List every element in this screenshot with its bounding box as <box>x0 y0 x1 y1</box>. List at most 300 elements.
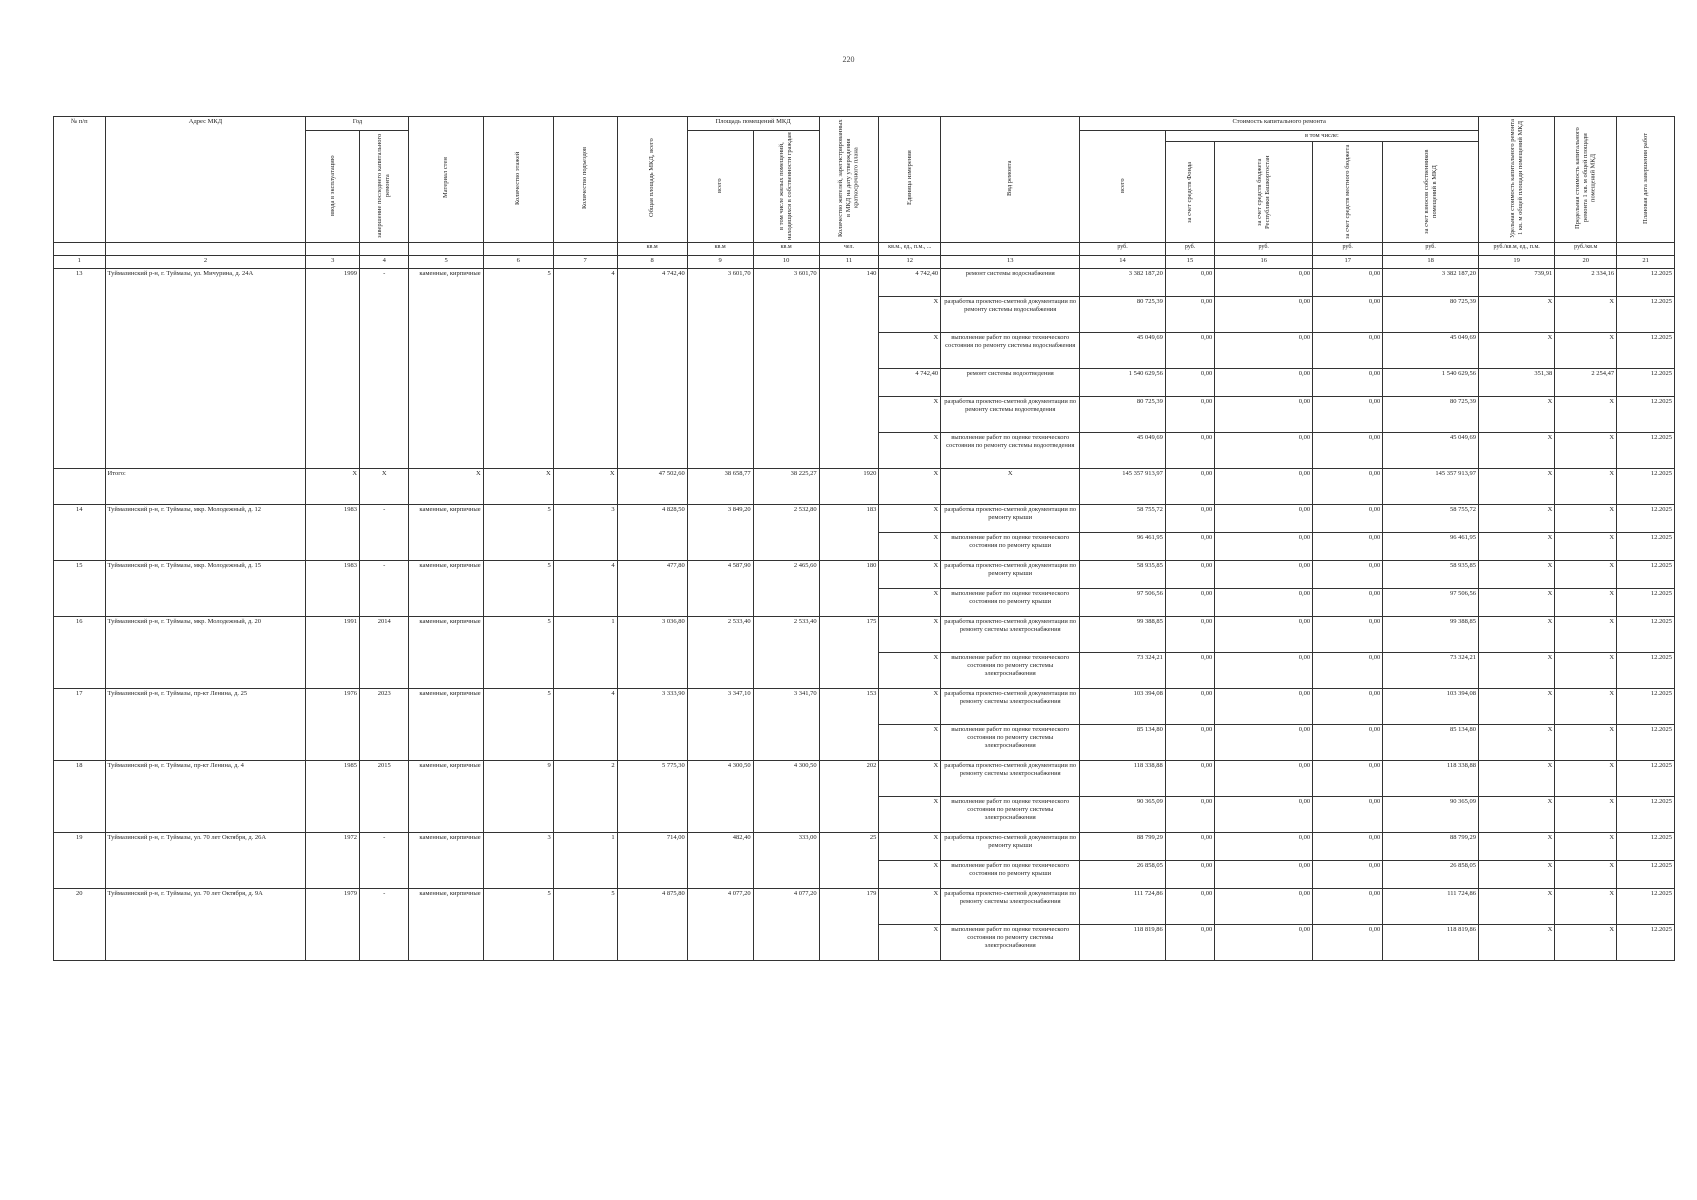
cost-owners-cell: 90 365,09 <box>1383 797 1479 833</box>
limit-cost-cell: X <box>1555 797 1617 833</box>
unit-value-cell: X <box>879 861 941 889</box>
floors-cell: 5 <box>483 689 553 761</box>
entrances-cell: 2 <box>553 761 617 833</box>
cost-total-cell: 58 755,72 <box>1080 505 1166 533</box>
cost-rb-cell: 0,00 <box>1215 725 1313 761</box>
deadline-cell: 12.2025 <box>1617 397 1675 433</box>
total-area-cell: 3 036,80 <box>617 617 687 689</box>
table-row <box>54 505 1675 533</box>
cost-owners-cell: 58 755,72 <box>1383 505 1479 533</box>
col-residents-header <box>819 117 879 243</box>
limit-cost-cell: X <box>1555 469 1617 505</box>
floors-cell: X <box>483 469 553 505</box>
work-type-cell: выполнение работ по оценке технического состояния по ремонту системы электроснабжения <box>941 653 1080 689</box>
unit-cell <box>105 243 306 256</box>
col-entrances-header <box>553 117 617 243</box>
cost-rb-cell: 0,00 <box>1215 617 1313 653</box>
cost-owners-cell: 45 049,69 <box>1383 433 1479 469</box>
unit-value-cell: X <box>879 689 941 725</box>
deadline-cell: 12.2025 <box>1617 617 1675 653</box>
entrances-cell: 4 <box>553 561 617 617</box>
cost-rb-cell: 0,00 <box>1215 925 1313 961</box>
cost-total-cell: 45 049,69 <box>1080 433 1166 469</box>
unit-value-cell: X <box>879 469 941 505</box>
total-area-cell: 4 742,40 <box>617 269 687 469</box>
unit-cell: руб. <box>1383 243 1479 256</box>
area-all-cell: 482,40 <box>687 833 753 889</box>
cost-local-cell: 0,00 <box>1313 589 1383 617</box>
address-cell: Туймазинский р-н, г. Туймазы, мкр. Молодежный, д. 20 <box>105 617 306 689</box>
area-all-cell: 3 601,70 <box>687 269 753 469</box>
table-row <box>54 833 1675 861</box>
cost-fund-cell: 0,00 <box>1165 469 1214 505</box>
area-all-cell: 2 533,40 <box>687 617 753 689</box>
cost-owners-cell: 3 382 187,20 <box>1383 269 1479 297</box>
cost-rb-cell: 0,00 <box>1215 505 1313 533</box>
cost-fund-cell: 0,00 <box>1165 333 1214 369</box>
cost-rb-cell: 0,00 <box>1215 533 1313 561</box>
wall-material-cell: каменные, кирпичные <box>409 269 483 469</box>
work-type-cell: разработка проектно-сметной документации по ремонту системы электроснабжения <box>941 889 1080 925</box>
entrances-cell: 4 <box>553 269 617 469</box>
cost-local-cell: 0,00 <box>1313 561 1383 589</box>
work-type-cell: выполнение работ по оценке технического состояния по ремонту крыши <box>941 533 1080 561</box>
cost-local-cell: 0,00 <box>1313 297 1383 333</box>
unit-cost-cell: X <box>1479 833 1555 861</box>
unit-cost-cell: X <box>1479 725 1555 761</box>
unit-cost-cell: 739,91 <box>1479 269 1555 297</box>
units-row <box>54 243 1675 256</box>
table-row <box>54 761 1675 797</box>
unit-value-cell: 4 742,40 <box>879 269 941 297</box>
cost-rb-cell: 0,00 <box>1215 833 1313 861</box>
cost-local-cell: 0,00 <box>1313 861 1383 889</box>
limit-cost-cell: X <box>1555 861 1617 889</box>
cost-fund-cell: 0,00 <box>1165 725 1214 761</box>
unit-value-cell: X <box>879 833 941 861</box>
unit-value-cell: X <box>879 797 941 833</box>
area-owned-cell: 3 601,70 <box>753 269 819 469</box>
floors-cell: 5 <box>483 889 553 961</box>
col-area-owned-header <box>753 131 819 243</box>
cost-rb-cell: 0,00 <box>1215 333 1313 369</box>
cost-owners-cell: 99 388,85 <box>1383 617 1479 653</box>
row-number-cell: 17 <box>54 689 106 761</box>
cost-local-cell: 0,00 <box>1313 653 1383 689</box>
work-type-cell: выполнение работ по оценке технического состояния по ремонту системы водоотведения <box>941 433 1080 469</box>
page-number: 220 <box>842 55 855 64</box>
residents-cell: 202 <box>819 761 879 833</box>
deadline-cell: 12.2025 <box>1617 533 1675 561</box>
column-number-cell: 6 <box>483 256 553 269</box>
limit-cost-cell: X <box>1555 561 1617 589</box>
cost-rb-cell: 0,00 <box>1215 469 1313 505</box>
cost-local-cell: 0,00 <box>1313 925 1383 961</box>
work-type-cell: выполнение работ по оценке технического состояния по ремонту системы электроснабжения <box>941 925 1080 961</box>
col-unit-label: Единица измерения <box>905 150 913 206</box>
unit-cost-cell: X <box>1479 617 1555 653</box>
cost-rb-cell: 0,00 <box>1215 589 1313 617</box>
entrances-cell: 3 <box>553 505 617 561</box>
column-number-cell: 16 <box>1215 256 1313 269</box>
cost-fund-cell: 0,00 <box>1165 797 1214 833</box>
cost-rb-cell: 0,00 <box>1215 653 1313 689</box>
unit-cost-cell: X <box>1479 797 1555 833</box>
col-walls-header <box>409 117 483 243</box>
cost-fund-cell: 0,00 <box>1165 925 1214 961</box>
unit-cost-cell: X <box>1479 397 1555 433</box>
residents-cell: 180 <box>819 561 879 617</box>
cost-group-header: Стоимость капитального ремонта <box>1080 117 1479 131</box>
cost-total-cell: 58 935,85 <box>1080 561 1166 589</box>
column-number-cell: 4 <box>360 256 409 269</box>
address-cell: Туймазинский р-н, г. Туймазы, ул. Мичурина, д. 24А <box>105 269 306 469</box>
unit-cell <box>553 243 617 256</box>
commission-year-cell: X <box>306 469 360 505</box>
col-cost-all-header <box>1080 131 1166 243</box>
cost-local-cell: 0,00 <box>1313 617 1383 653</box>
cost-fund-cell: 0,00 <box>1165 505 1214 533</box>
table-row <box>54 617 1675 653</box>
work-type-cell: разработка проектно-сметной документации по ремонту крыши <box>941 505 1080 533</box>
unit-cell: чел. <box>819 243 879 256</box>
row-number-cell: 15 <box>54 561 106 617</box>
unit-value-cell: X <box>879 589 941 617</box>
cost-total-cell: 97 506,56 <box>1080 589 1166 617</box>
col-total-area-header <box>617 117 687 243</box>
unit-value-cell: X <box>879 533 941 561</box>
area-owned-cell: 4 077,20 <box>753 889 819 961</box>
unit-cell <box>360 243 409 256</box>
unit-cell: кв.м., ед., п.м., ... <box>879 243 941 256</box>
unit-value-cell: X <box>879 761 941 797</box>
area-owned-cell: 38 225,27 <box>753 469 819 505</box>
deadline-cell: 12.2025 <box>1617 433 1675 469</box>
deadline-cell: 12.2025 <box>1617 725 1675 761</box>
work-type-cell: выполнение работ по оценке технического состояния по ремонту крыши <box>941 861 1080 889</box>
col-residents-label: Количество жителей, зарегистрированных в МКД на дату утверждения краткосрочного плана <box>837 119 860 237</box>
unit-value-cell: X <box>879 297 941 333</box>
deadline-cell: 12.2025 <box>1617 833 1675 861</box>
unit-value-cell: X <box>879 397 941 433</box>
limit-cost-cell: X <box>1555 653 1617 689</box>
col-local-label: за счет средств местного бюджета <box>1343 144 1351 240</box>
commission-year-cell: 1979 <box>306 889 360 961</box>
column-number-cell: 1 <box>54 256 106 269</box>
entrances-cell: X <box>553 469 617 505</box>
cost-total-cell: 145 357 913,97 <box>1080 469 1166 505</box>
cost-rb-cell: 0,00 <box>1215 861 1313 889</box>
commission-year-cell: 1972 <box>306 833 360 889</box>
unit-value-cell: X <box>879 333 941 369</box>
unit-cost-cell: X <box>1479 761 1555 797</box>
cost-owners-cell: 73 324,21 <box>1383 653 1479 689</box>
cost-owners-cell: 118 338,88 <box>1383 761 1479 797</box>
cost-owners-cell: 80 725,39 <box>1383 397 1479 433</box>
col-last-repair-label: завершение последнего капитального ремонта <box>376 133 392 239</box>
deadline-cell: 12.2025 <box>1617 761 1675 797</box>
cost-fund-cell: 0,00 <box>1165 833 1214 861</box>
cost-owners-cell: 88 799,29 <box>1383 833 1479 861</box>
wall-material-cell: X <box>409 469 483 505</box>
work-type-cell: ремонт системы водоснабжения <box>941 269 1080 297</box>
cost-owners-cell: 45 049,69 <box>1383 333 1479 369</box>
entrances-cell: 5 <box>553 889 617 961</box>
col-floors-label: Количество этажей <box>514 151 522 205</box>
col-last-repair-header <box>360 131 409 243</box>
incl-group-header: в том числе: <box>1165 131 1478 142</box>
address-cell: Туймазинский р-н, г. Туймазы, пр-кт Ленина, д. 25 <box>105 689 306 761</box>
unit-cost-cell: X <box>1479 297 1555 333</box>
limit-cost-cell: X <box>1555 617 1617 653</box>
cost-total-cell: 26 858,05 <box>1080 861 1166 889</box>
area-group-header: Площадь помещений МКД <box>687 117 819 131</box>
area-all-cell: 4 300,50 <box>687 761 753 833</box>
cost-local-cell: 0,00 <box>1313 533 1383 561</box>
cost-total-cell: 1 540 629,56 <box>1080 369 1166 397</box>
work-type-cell: разработка проектно-сметной документации по ремонту системы водоснабжения <box>941 297 1080 333</box>
total-area-cell: 4 828,50 <box>617 505 687 561</box>
work-type-cell: разработка проектно-сметной документации по ремонту системы водоотведения <box>941 397 1080 433</box>
total-area-cell: 47 502,60 <box>617 469 687 505</box>
area-all-cell: 38 658,77 <box>687 469 753 505</box>
unit-value-cell: X <box>879 617 941 653</box>
cost-rb-cell: 0,00 <box>1215 269 1313 297</box>
unit-value-cell: X <box>879 925 941 961</box>
deadline-cell: 12.2025 <box>1617 369 1675 397</box>
col-total-area-label: Общая площадь МКД, всего <box>648 138 656 218</box>
unit-cost-cell: X <box>1479 925 1555 961</box>
address-cell: Туймазинский р-н, г. Туймазы, ул. 70 лет Октября, д. 26А <box>105 833 306 889</box>
limit-cost-cell: 2 334,16 <box>1555 269 1617 297</box>
last-repair-year-cell: - <box>360 505 409 561</box>
table-row <box>54 269 1675 297</box>
cost-local-cell: 0,00 <box>1313 689 1383 725</box>
col-commission-label: ввода в эксплуатацию <box>328 155 336 217</box>
floors-cell: 5 <box>483 269 553 469</box>
address-cell: Туймазинский р-н, г. Туймазы, мкр. Молодежный, д. 15 <box>105 561 306 617</box>
commission-year-cell: 1976 <box>306 689 360 761</box>
total-area-cell: 3 333,90 <box>617 689 687 761</box>
work-type-cell: разработка проектно-сметной документации по ремонту системы электроснабжения <box>941 761 1080 797</box>
area-owned-cell: 2 533,40 <box>753 617 819 689</box>
cost-fund-cell: 0,00 <box>1165 653 1214 689</box>
column-number-cell: 14 <box>1080 256 1166 269</box>
cost-owners-cell: 26 858,05 <box>1383 861 1479 889</box>
work-type-cell: выполнение работ по оценке технического состояния по ремонту системы электроснабжения <box>941 725 1080 761</box>
col-unit-cost-header <box>1479 117 1555 243</box>
unit-cell: руб. <box>1165 243 1214 256</box>
limit-cost-cell: X <box>1555 833 1617 861</box>
unit-value-cell: X <box>879 889 941 925</box>
area-owned-cell: 3 341,70 <box>753 689 819 761</box>
last-repair-year-cell: 2014 <box>360 617 409 689</box>
row-number-cell: 16 <box>54 617 106 689</box>
cost-local-cell: 0,00 <box>1313 797 1383 833</box>
cost-fund-cell: 0,00 <box>1165 269 1214 297</box>
col-owners-label: за счет взносов собственников помещений в МКД <box>1422 149 1438 235</box>
work-type-cell: выполнение работ по оценке технического состояния по ремонту системы водоснабжения <box>941 333 1080 369</box>
address-cell: Туймазинский р-н, г. Туймазы, пр-кт Ленина, д. 4 <box>105 761 306 833</box>
deadline-cell: 12.2025 <box>1617 889 1675 925</box>
cost-rb-cell: 0,00 <box>1215 689 1313 725</box>
limit-cost-cell: X <box>1555 505 1617 533</box>
cost-fund-cell: 0,00 <box>1165 589 1214 617</box>
unit-value-cell: X <box>879 725 941 761</box>
unit-cost-cell: X <box>1479 889 1555 925</box>
limit-cost-cell: X <box>1555 397 1617 433</box>
unit-cost-cell: X <box>1479 653 1555 689</box>
address-cell: Туймазинский р-н, г. Туймазы, мкр. Молодежный, д. 12 <box>105 505 306 561</box>
row-number-cell: 13 <box>54 269 106 469</box>
limit-cost-cell: X <box>1555 333 1617 369</box>
cost-local-cell: 0,00 <box>1313 761 1383 797</box>
total-area-cell: 5 775,30 <box>617 761 687 833</box>
cost-owners-cell: 118 819,86 <box>1383 925 1479 961</box>
cost-owners-cell: 1 540 629,56 <box>1383 369 1479 397</box>
cost-total-cell: 96 461,95 <box>1080 533 1166 561</box>
floors-cell: 3 <box>483 833 553 889</box>
unit-cost-cell: X <box>1479 505 1555 533</box>
unit-cell <box>483 243 553 256</box>
wall-material-cell: каменные, кирпичные <box>409 761 483 833</box>
cost-total-cell: 85 134,80 <box>1080 725 1166 761</box>
table-row <box>54 889 1675 925</box>
table-row <box>54 689 1675 725</box>
year-group-header: Год <box>306 117 409 131</box>
cost-local-cell: 0,00 <box>1313 505 1383 533</box>
col-work-type-header <box>941 117 1080 243</box>
last-repair-year-cell: - <box>360 833 409 889</box>
unit-value-cell: X <box>879 653 941 689</box>
cost-owners-cell: 145 357 913,97 <box>1383 469 1479 505</box>
unit-cost-cell: X <box>1479 333 1555 369</box>
column-number-cell: 13 <box>941 256 1080 269</box>
deadline-cell: 12.2025 <box>1617 561 1675 589</box>
unit-value-cell: X <box>879 505 941 533</box>
unit-cost-cell: X <box>1479 861 1555 889</box>
residents-cell: 140 <box>819 269 879 469</box>
table-row <box>54 561 1675 589</box>
deadline-cell: 12.2025 <box>1617 797 1675 833</box>
limit-cost-cell: X <box>1555 725 1617 761</box>
floors-cell: 5 <box>483 561 553 617</box>
area-all-cell: 3 347,10 <box>687 689 753 761</box>
wall-material-cell: каменные, кирпичные <box>409 889 483 961</box>
cost-total-cell: 73 324,21 <box>1080 653 1166 689</box>
cost-owners-cell: 97 506,56 <box>1383 589 1479 617</box>
col-walls-label: Материал стен <box>442 157 450 199</box>
unit-cell: руб. <box>1215 243 1313 256</box>
unit-cell: кв.м <box>753 243 819 256</box>
unit-cost-cell: X <box>1479 533 1555 561</box>
unit-cost-cell: X <box>1479 469 1555 505</box>
address-cell: Итого: <box>105 469 306 505</box>
wall-material-cell: каменные, кирпичные <box>409 689 483 761</box>
work-type-cell: разработка проектно-сметной документации по ремонту системы электроснабжения <box>941 689 1080 725</box>
entrances-cell: 1 <box>553 833 617 889</box>
row-number-cell: 20 <box>54 889 106 961</box>
cost-owners-cell: 111 724,86 <box>1383 889 1479 925</box>
last-repair-year-cell: 2015 <box>360 761 409 833</box>
col-commission-header <box>306 131 360 243</box>
cost-rb-cell: 0,00 <box>1215 797 1313 833</box>
cost-owners-cell: 103 394,08 <box>1383 689 1479 725</box>
cost-local-cell: 0,00 <box>1313 833 1383 861</box>
cost-total-cell: 3 382 187,20 <box>1080 269 1166 297</box>
limit-cost-cell: X <box>1555 589 1617 617</box>
col-num-header: № п/п <box>54 117 106 243</box>
limit-cost-cell: X <box>1555 925 1617 961</box>
unit-cell <box>306 243 360 256</box>
col-area-all-header <box>687 131 753 243</box>
col-deadline-label: Плановая дата завершения работ <box>1641 132 1649 224</box>
limit-cost-cell: X <box>1555 689 1617 725</box>
row-number-cell <box>54 469 106 505</box>
col-entrances-label: Количество подъездов <box>581 146 589 210</box>
wall-material-cell: каменные, кирпичные <box>409 617 483 689</box>
last-repair-year-cell: - <box>360 889 409 961</box>
column-number-cell: 3 <box>306 256 360 269</box>
column-number-cell: 8 <box>617 256 687 269</box>
unit-cell: руб. <box>1313 243 1383 256</box>
wall-material-cell: каменные, кирпичные <box>409 505 483 561</box>
total-area-cell: 477,80 <box>617 561 687 617</box>
unit-cost-cell: 351,38 <box>1479 369 1555 397</box>
column-number-cell: 12 <box>879 256 941 269</box>
work-type-cell: разработка проектно-сметной документации по ремонту крыши <box>941 833 1080 861</box>
col-rb-header <box>1215 142 1313 243</box>
commission-year-cell: 1985 <box>306 761 360 833</box>
cost-total-cell: 118 338,88 <box>1080 761 1166 797</box>
col-rb-label: за счет средств бюджета Республики Башкортостан <box>1255 155 1271 229</box>
col-address-header: Адрес МКД <box>105 117 306 243</box>
column-numbers-row <box>54 256 1675 269</box>
cost-owners-cell: 96 461,95 <box>1383 533 1479 561</box>
total-row <box>54 469 1675 505</box>
area-owned-cell: 4 300,50 <box>753 761 819 833</box>
residents-cell: 1920 <box>819 469 879 505</box>
column-number-cell: 18 <box>1383 256 1479 269</box>
commission-year-cell: 1999 <box>306 269 360 469</box>
row-number-cell: 19 <box>54 833 106 889</box>
cost-fund-cell: 0,00 <box>1165 533 1214 561</box>
unit-cell: руб. <box>1080 243 1166 256</box>
address-cell: Туймазинский р-н, г. Туймазы, ул. 70 лет Октября, д. 9А <box>105 889 306 961</box>
cost-rb-cell: 0,00 <box>1215 889 1313 925</box>
commission-year-cell: 1983 <box>306 505 360 561</box>
floors-cell: 9 <box>483 761 553 833</box>
cost-local-cell: 0,00 <box>1313 889 1383 925</box>
cost-rb-cell: 0,00 <box>1215 297 1313 333</box>
col-fund-header <box>1165 142 1214 243</box>
column-number-cell: 9 <box>687 256 753 269</box>
cost-local-cell: 0,00 <box>1313 333 1383 369</box>
limit-cost-cell: 2 254,47 <box>1555 369 1617 397</box>
deadline-cell: 12.2025 <box>1617 589 1675 617</box>
unit-cell: руб./кв.м, ед., п.м. <box>1479 243 1555 256</box>
unit-cost-cell: X <box>1479 433 1555 469</box>
entrances-cell: 1 <box>553 617 617 689</box>
col-limit-cost-label: Предельная стоимость капитального ремонта 1 кв. м общей площади помещений МКД <box>1574 127 1597 229</box>
limit-cost-cell: X <box>1555 433 1617 469</box>
cost-total-cell: 80 725,39 <box>1080 397 1166 433</box>
area-all-cell: 3 849,20 <box>687 505 753 561</box>
header-row-1 <box>54 117 1675 131</box>
capital-repair-table <box>53 116 1675 961</box>
residents-cell: 153 <box>819 689 879 761</box>
deadline-cell: 12.2025 <box>1617 333 1675 369</box>
